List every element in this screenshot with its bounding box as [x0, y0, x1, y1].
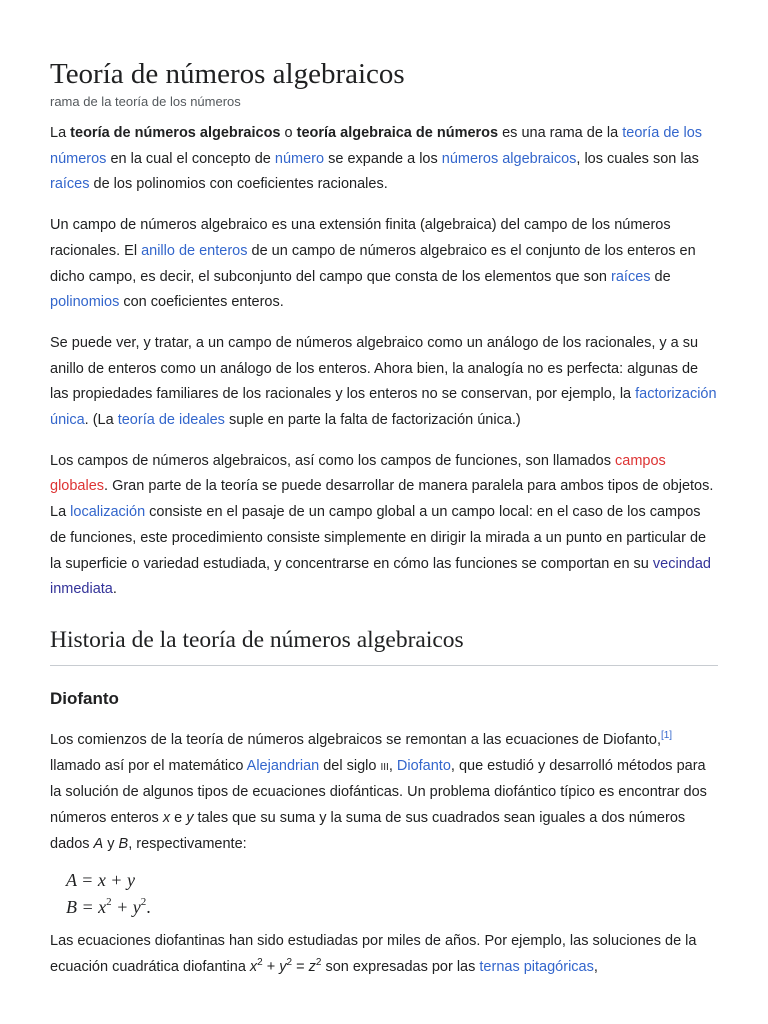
paragraph-analogia: Se puede ver, y tratar, a un campo de números algebraico como un análogo de los racionales, y a su anillo de enteros como un análogo de los enteros. Ahora bien, la analogía no es perfecta: algunas de las propiedades familiares de los racionales y los enteros no se conservan, por ejemplo, la factorización única. (La teoría de ideales suple en parte la falta de factorización única.)	[50, 334, 717, 429]
link-localizacion[interactable]: localización	[70, 504, 146, 521]
link-alejandrian[interactable]: Alejandrian	[246, 757, 320, 774]
paragraph-diofanto: Los comienzos de la teoría de números algebraicos se remontan a las ecuaciones de Diofanto,[1] llamado así por el matemático Alejandrian del siglo III, Diofanto, que estudió y desarrolló métodos para la solución de algunos tipos de ecuaciones diofánticas. Un problema diofántico típico es encontrar dos números enteros x e y tales que su suma y la suma de sus cuadrados sean iguales a dos números dados A y B, respectivamente:	[50, 729, 707, 852]
equation-squares: $B = x^2 + y^2$.	[66, 896, 151, 918]
paragraph-ecuaciones-diofantinas: Las ecuaciones diofantinas han sido estudiadas por miles de años. Por ejemplo, las soluciones de la ecuación cuadrática diofantina $x^2 + y^2 = z^2$ son expresadas por las ternas pitagóricas,	[50, 933, 697, 976]
section-heading-historia: Historia de la teoría de números algebraicos	[50, 625, 718, 666]
math-variable: x	[249, 959, 258, 976]
link-polinomios[interactable]: polinomios	[50, 294, 120, 311]
link-vecindad-inmediata[interactable]: vecindad inmediata	[50, 555, 711, 598]
math-variable: y	[279, 959, 287, 976]
link-raices[interactable]: raíces	[50, 176, 90, 193]
math-variable: A	[93, 835, 104, 852]
equation-sum: A = x + y	[66, 870, 135, 891]
link-raices[interactable]: raíces	[611, 268, 651, 285]
link-anillo-enteros[interactable]: anillo de enteros	[141, 242, 248, 259]
math-variable: y	[186, 810, 194, 827]
link-teoria-ideales[interactable]: teoría de ideales	[117, 412, 225, 429]
page-title: Teoría de números algebraicos	[50, 58, 405, 90]
bold-term: teoría algebraica de números	[296, 125, 499, 141]
bold-term: teoría de números algebraicos	[70, 125, 281, 141]
link-numero[interactable]: número	[274, 150, 325, 167]
link-ternas-pitagoricas[interactable]: ternas pitagóricas	[479, 959, 594, 976]
link-factorizacion-unica[interactable]: factorización única	[50, 386, 717, 429]
math-variable: B	[118, 835, 129, 852]
reference-link[interactable]: [1]	[660, 729, 673, 741]
link-diofanto[interactable]: Diofanto	[396, 757, 451, 774]
century-numeral: III	[380, 761, 389, 773]
paragraph-campo: Un campo de números algebraico es una extensión finita (algebraica) del campo de los números racionales. El anillo de enteros de un campo de números algebraico es el conjunto de los enteros en dicho campo, es decir, el subconjunto del campo que consta de los elementos que son raíces de polinomios con coeficientes enteros.	[50, 217, 696, 311]
equation-block	[50, 867, 718, 921]
page-subtitle: rama de la teoría de los números	[50, 94, 241, 109]
paragraph-intro: La teoría de números algebraicos o teoría algebraica de números es una rama de la teoría de los números en la cual el concepto de número se expande a los números algebraicos, los cuales son las raíces de los polinomios con coeficientes racionales.	[50, 125, 703, 193]
link-teoria-numeros[interactable]: teoría de los números	[50, 125, 703, 167]
paragraph-campos-globales: Los campos de números algebraicos, así como los campos de funciones, son llamados campos globales. Gran parte de la teoría se puede desarrollar de manera paralela para ambos tipos de objetos. La localización consiste en el pasaje de un campo global a un campo local: en el caso de los campos de funciones, este procedimiento consiste simplemente en dirigir la mirada a un punto en particular de la superficie o variedad estudiada, y concentrarse en cómo las funciones se comportan en su vecindad inmediata.	[50, 452, 714, 598]
link-numeros-algebraicos[interactable]: números algebraicos	[441, 150, 577, 167]
math-variable: z	[308, 959, 316, 976]
subsection-heading-diofanto: Diofanto	[50, 688, 119, 708]
math-variable: x	[162, 810, 171, 827]
link-campos-globales[interactable]: campos globales	[50, 452, 666, 495]
